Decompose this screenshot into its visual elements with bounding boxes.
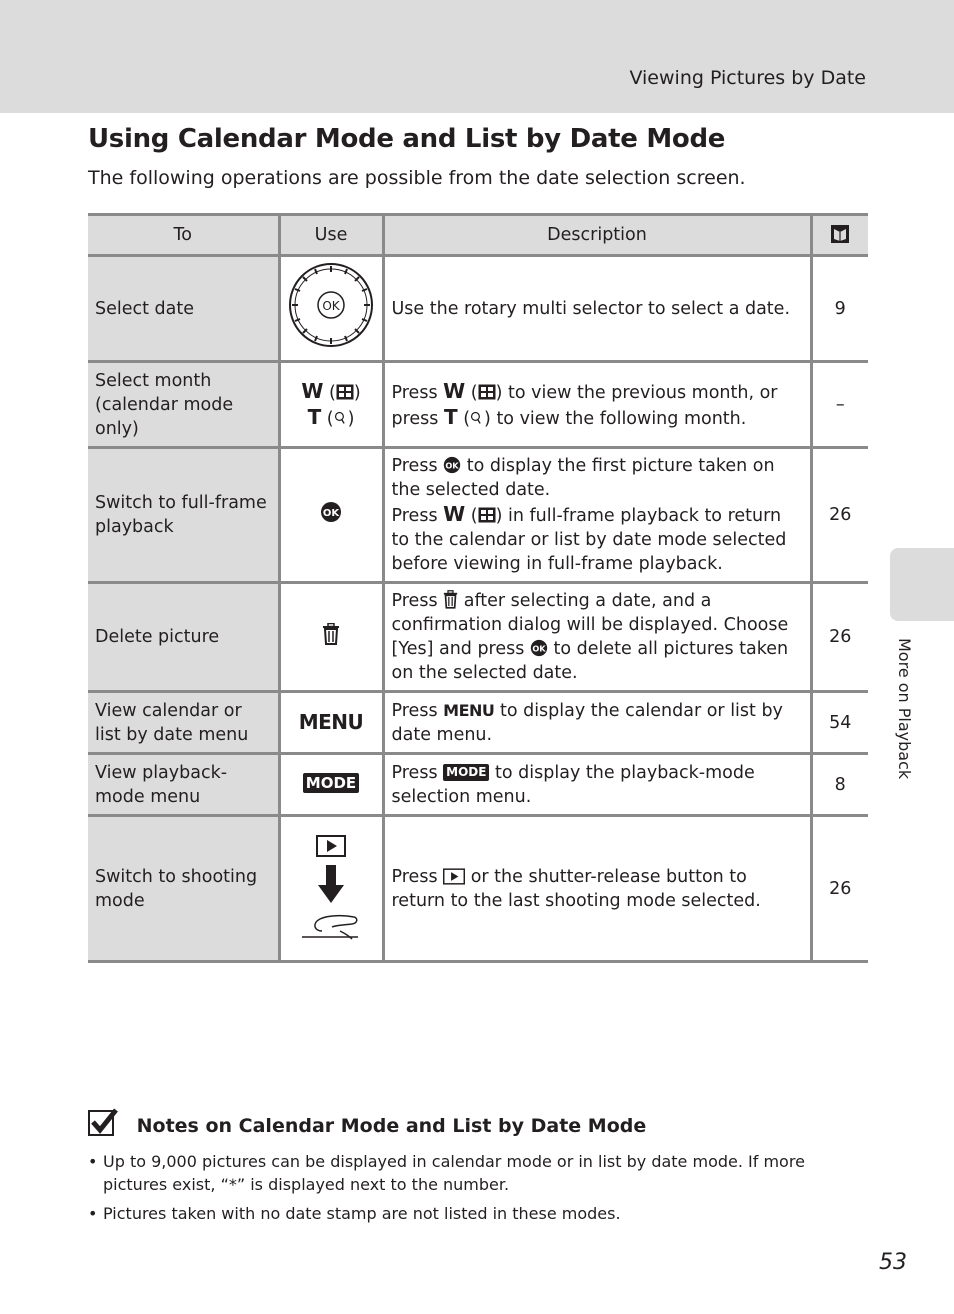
thumbnail-icon [336,384,354,400]
row-use [279,692,383,754]
playback-button-icon [443,868,465,885]
row-to: Select date [88,256,279,362]
trash-icon [443,590,458,609]
page-title: Using Calendar Mode and List by Date Mode [88,124,726,154]
shutter-press-icon [300,909,362,943]
thumbnail-icon [478,384,496,400]
book-reference-icon [830,224,850,244]
row-description: Press MODE to display the playback-mode selection menu. [383,754,811,816]
row-to: Switch to shooting mode [88,816,279,962]
svg-text:OK: OK [532,643,546,654]
row-reference: 9 [811,256,868,362]
svg-text:OK: OK [322,299,340,313]
header-reference [811,215,868,256]
row-reference: 26 [811,583,868,692]
row-description: Press after selecting a date, and a confirmation dialog will be displayed. Choose [Yes] and press OK to delete all pictures taken on the selected date. [383,583,811,692]
menu-button-icon: MENU [443,700,495,720]
svg-text:OK: OK [445,460,459,471]
row-use [279,816,383,962]
zoom-w-label: W [301,378,324,403]
row-use [279,754,383,816]
row-to: View playback-mode menu [88,754,279,816]
mode-button-icon: MODE [303,773,359,793]
menu-button-icon: MENU [298,709,364,734]
down-arrow-icon [318,865,344,903]
thumbnail-icon [478,507,496,523]
row-to: Delete picture [88,583,279,692]
list-item: • Up to 9,000 pictures can be displayed in calendar mode or in list by date mode. If more pictures exist, “*” is displayed next to the number. [88,1150,868,1196]
operations-table [88,213,868,963]
table-row [88,256,868,362]
row-use [279,256,383,362]
row-description: Press OK to display the first picture taken on the selected date. Press W ( ) in full-frame playback to return to the calendar or list by date mode selected before viewing in full-frame playback. [383,448,811,583]
ok-button-icon [530,639,548,657]
row-to: Switch to full-frame playback [88,448,279,583]
table-header-row [88,215,868,256]
zoom-t-label: T [307,404,322,429]
trash-icon [322,623,340,645]
notes-list [88,1150,868,1231]
notes-title: Notes on Calendar Mode and List by Date Mode [88,1108,646,1137]
header-use: Use [279,215,383,256]
row-description: Press W ( ) to view the previous month, or press T ( ) to view the following month. [383,362,811,448]
table-row [88,816,868,962]
playback-button-icon [316,835,346,857]
side-tab-label: More on Playback [895,638,914,780]
header-to: To [88,215,279,256]
header-band [0,0,954,113]
table-row [88,583,868,692]
checkmark-icon [88,1108,118,1136]
rotary-multi-selector-icon [288,262,374,348]
magnifier-icon [334,410,348,426]
svg-text:OK: OK [322,507,340,519]
page-number: 53 [879,1250,907,1275]
row-use [279,448,383,583]
row-use: W ( ) T ( ) [279,362,383,448]
row-to: Select month (calendar mode only) [88,362,279,448]
row-reference: 26 [811,448,868,583]
table-row [88,448,868,583]
row-reference: 8 [811,754,868,816]
list-item: • Pictures taken with no date stamp are not listed in these modes. [88,1202,868,1225]
row-use [279,583,383,692]
row-description: Use the rotary multi selector to select a date. [383,256,811,362]
page-subtitle: The following operations are possible from the date selection screen. [88,167,746,189]
row-reference: 26 [811,816,868,962]
ok-button-icon [320,501,342,523]
row-reference: – [811,362,868,448]
magnifier-icon [470,410,484,426]
table-row [88,692,868,754]
row-description: Press MENU to display the calendar or list by date menu. [383,692,811,754]
row-reference: 54 [811,692,868,754]
table-row [88,362,868,448]
section-side-tab [890,548,954,621]
mode-button-icon: MODE [443,764,489,781]
table-row [88,754,868,816]
row-description: Press or the shutter-release button to return to the last shooting mode selected. [383,816,811,962]
ok-button-icon [443,456,461,474]
section-title: Viewing Pictures by Date [629,67,866,89]
header-description: Description [383,215,811,256]
row-to: View calendar or list by date menu [88,692,279,754]
